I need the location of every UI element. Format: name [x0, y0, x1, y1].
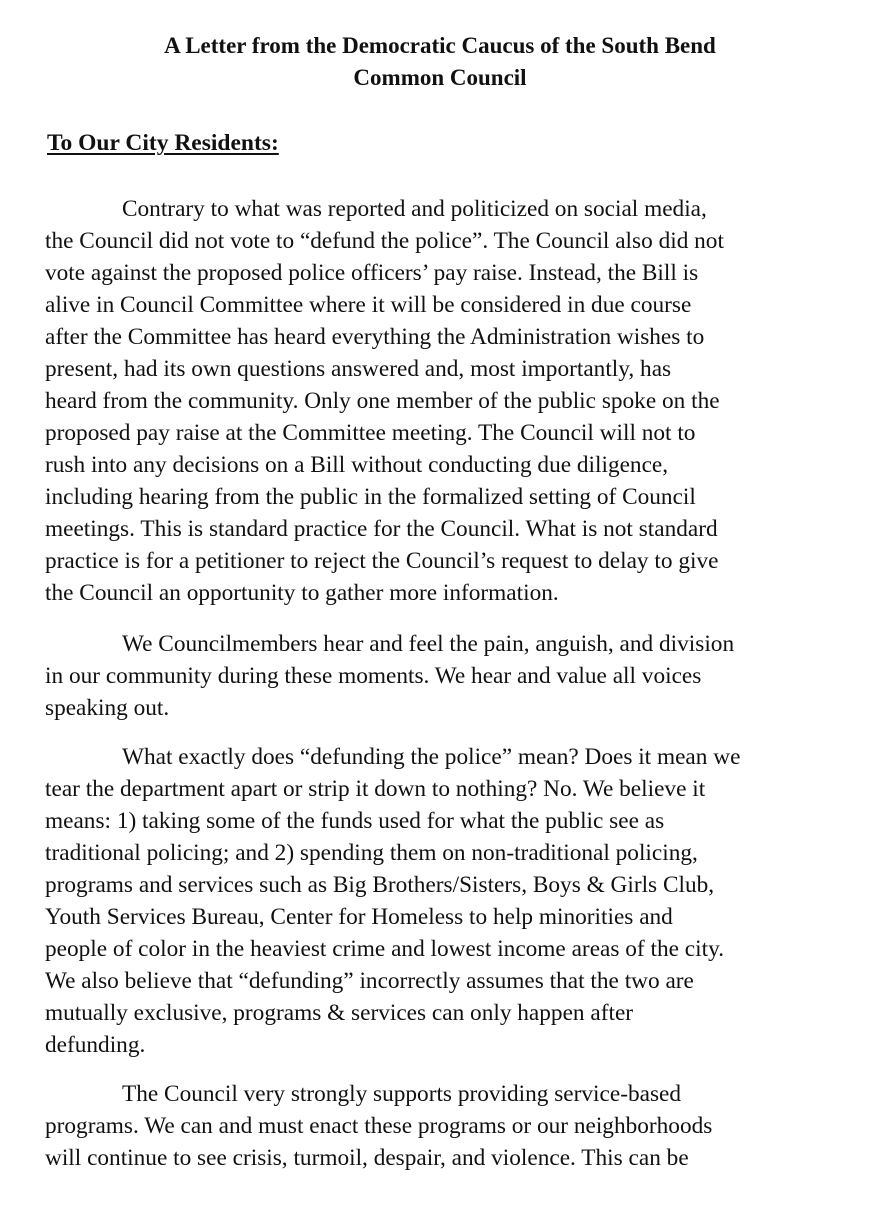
paragraph-line: vote against the proposed police officers’ pay raise. Instead, the Bill is — [45, 260, 699, 286]
paragraph-line: What exactly does “defunding the police” mean? Does it mean we — [122, 744, 741, 770]
paragraph-line: alive in Council Committee where it will be considered in due course — [45, 292, 692, 318]
paragraph-line: programs and services such as Big Brothers/Sisters, Boys & Girls Club, — [45, 872, 715, 898]
paragraph-line: programs. We can and must enact these programs or our neighborhoods — [45, 1113, 713, 1139]
paragraph-line: The Council very strongly supports providing service-based — [122, 1081, 682, 1107]
salutation: To Our City Residents: — [47, 130, 279, 156]
paragraph-line: means: 1) taking some of the funds used for what the public see as — [45, 808, 665, 834]
paragraph-line: will continue to see crisis, turmoil, despair, and violence. This can be — [45, 1145, 689, 1171]
paragraph-line: the Council an opportunity to gather more information. — [45, 580, 559, 606]
paragraph-line: the Council did not vote to “defund the police”. The Council also did not — [45, 228, 724, 254]
paragraph-line: in our community during these moments. We hear and value all voices — [45, 663, 702, 689]
paragraph-line: traditional policing; and 2) spending them on non-traditional policing, — [45, 840, 698, 866]
paragraph-line: present, had its own questions answered and, most importantly, has — [45, 356, 672, 382]
paragraph-line: people of color in the heaviest crime and lowest income areas of the city. — [45, 936, 725, 962]
letter-title — [0, 30, 880, 94]
paragraph-line: proposed pay raise at the Committee meeting. The Council will not to — [45, 420, 696, 446]
paragraph-line: heard from the community. Only one member of the public spoke on the — [45, 388, 720, 414]
paragraph-line: meetings. This is standard practice for the Council. What is not standard — [45, 516, 718, 542]
paragraph-line: after the Committee has heard everything the Administration wishes to — [45, 324, 705, 350]
title-line-1: A Letter from the Democratic Caucus of the South Bend — [164, 33, 716, 58]
paragraph-line: including hearing from the public in the formalized setting of Council — [45, 484, 696, 510]
paragraph-line: We Councilmembers hear and feel the pain, anguish, and division — [122, 631, 735, 657]
title-line-2: Common Council — [353, 65, 527, 90]
paragraph-4 — [45, 1078, 855, 1174]
paragraph-line: rush into any decisions on a Bill without conducting due diligence, — [45, 452, 669, 478]
paragraph-line: Youth Services Bureau, Center for Homeless to help minorities and — [45, 904, 673, 930]
paragraph-line: speaking out. — [45, 695, 170, 721]
paragraph-3 — [45, 741, 855, 1061]
paragraph-line: We also believe that “defunding” incorrectly assumes that the two are — [45, 968, 694, 994]
paragraph-2 — [45, 628, 855, 724]
paragraph-line: Contrary to what was reported and politicized on social media, — [122, 196, 707, 222]
paragraph-line: tear the department apart or strip it down to nothing? No. We believe it — [45, 776, 706, 802]
paragraph-line: practice is for a petitioner to reject the Council’s request to delay to give — [45, 548, 719, 574]
paragraph-1 — [45, 193, 855, 609]
paragraph-line: mutually exclusive, programs & services can only happen after — [45, 1000, 634, 1026]
paragraph-line: defunding. — [45, 1032, 146, 1058]
